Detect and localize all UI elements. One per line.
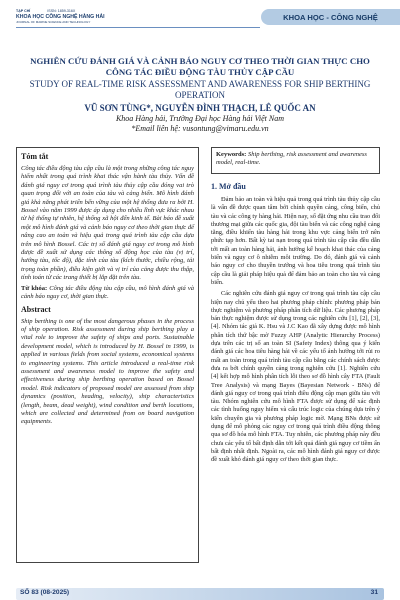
article-title-block bbox=[20, 56, 380, 134]
title-vietnamese: NGHIÊN CỨU ĐÁNH GIÁ VÀ CẢNH BÁO NGUY CƠ THEO THỜI GIAN THỰC CHO CÔNG TÁC ĐIỀU ĐỘNG TÀU THỦY CẬP CẦU bbox=[30, 56, 370, 77]
footer-band bbox=[16, 588, 384, 600]
keywords-en-box bbox=[211, 147, 380, 174]
page-header bbox=[0, 0, 400, 32]
header-rule bbox=[16, 27, 260, 28]
authors: VŨ SƠN TÙNG*, NGUYỄN ĐÌNH THẠCH, LÊ QUỐC AN bbox=[84, 103, 316, 113]
keywords-vi bbox=[21, 285, 194, 302]
abstract-en-heading: Abstract bbox=[21, 304, 51, 314]
journal-name-en: JOURNAL OF MARINE SCIENCE AND TECHNOLOGY bbox=[16, 20, 91, 24]
journal-masthead bbox=[16, 9, 105, 24]
affiliation: Khoa Hàng hải, Trường Đại học Hàng hải Việt Nam bbox=[115, 114, 285, 123]
intro-paragraph: Đảm bảo an toàn và hiệu quả trong quá trình tàu thủy cập cầu là vấn đề được quan tâm bởi chính quyền cảng, công biển, chủ tàu và các công ty hàng hải. Hiện nay, số đặt ứng nhu cầu trao đổi thương mại giữa các quốc gia, đội tàu biển và các công nghệ cảng tăng, điều khiển tàu hàng hải trong khu vực cảng biển trở nên phức tạp hơn. Bất kỳ tai nạn trong quá trình tàu cập cầu đều dẫn tới mất an toàn hàng hải, ảnh hưởng kế hoạch khai thác của cảng biển và nguy cơ ô nhiễm môi trường. Do đó, đánh giá và cảnh báo nguy cơ cho thuyền trưởng và hoa tiêu trong quá trình tàu cập cầu là giải pháp hiệu quả để đảm bảo an toàn cho tàu và cảng biển. bbox=[211, 196, 380, 286]
keywords-en-label: Keywords: bbox=[216, 151, 247, 158]
intro-paragraph: Các nghiên cứu đánh giá nguy cơ trong quá trình tàu cập cầu hiện nay chủ yếu theo hai phương pháp chính: phương pháp bán thực nghiệm và phương pháp phân tích dữ liệu. Các phương pháp bán thực nghiệm được sử dụng trong các nghiên cứu [1], [2], [3], [4]. Nhóm tác giả K. Hsu và J.C Kao đã xây dựng được mô hình phân tích thứ bậc mờ Fuzzy AHP (Analytic Hierarchy Process) dựa trên các trị số an toàn SI (Safety Index) thông qua ý kiến đánh giá các hoa tiêu hàng hải về các yếu tố ảnh hưởng tới rủi ro mất an toàn trong quá trình tàu cập cầu bằng các chính sách được đưa ra bởi chính quyền cảng trong nghiên cứu [1]. Nghiên cứu [4] kết hợp mô hình phân tích lỗi theo sơ đồ hình cây FTA (Fault Tree Analysis) và mạng Bayes (Bayesian Network - BNs) để đánh giá nguy cơ trong quá trình điều động cập mạn giữa tàu với tàu. Nhóm nghiên cứu mô hình FTA được sử dụng để xác định các tình huống nguy hiểm và cấu trúc logic của chúng dựa trên ý kiến chuyên gia và phương pháp logic mờ. Mạng BNs được sử dụng để mô phỏng các nguy cơ trong quá trình điều động thông qua sơ đồ hóa mô hình FTA. Tuy nhiên, các phương pháp này đều chưa các yếu tố bất định dẫn tới kết quả đánh giá nguy cơ tiềm ẩn bất định nhất định. Ngoài ra, các mô hình đánh giá nguy cơ được đề xuất khó đánh giá nguy cơ theo thời gian thực. bbox=[211, 290, 380, 464]
section-label: KHOA HỌC - CÔNG NGHỆ bbox=[261, 9, 400, 25]
abstract-vi-heading: Tóm tắt bbox=[21, 152, 49, 161]
contact-email: *Email liên hệ: vusontung@vimaru.edu.vn bbox=[131, 124, 269, 133]
journal-name: KHOA HỌC CÔNG NGHỆ HÀNG HẢI bbox=[16, 14, 105, 20]
title-english: STUDY OF REAL-TIME RISK ASSESSMENT AND AWARENESS FOR SHIP BERTHING OPERATION bbox=[29, 79, 371, 100]
page-number: 31 bbox=[370, 589, 378, 596]
page-footer bbox=[0, 570, 400, 600]
keywords-en-text: Ship berthing, risk assessment and awareness model, real-time. bbox=[216, 151, 367, 167]
issue-number: SỐ 83 (08-2025) bbox=[20, 589, 70, 596]
abstract-en-text: Ship berthing is one of the most dangerous phases in the process of ship operation. Risk assessment during ship berthing play a vital role to improve the safety of ships and ports. Sustainable development model, which is introduced by H. Bossel in 1999, is applied in various fields from social systems, economical systems to engineering systems. This article introduced a real-time risk assessment and awareness model to improve the safety and effectiveness during ship berthing operation based on Bossel model. Risk indicators of proposed model are assessed from ship dynamics (position, heading, velocity), ship characteristics (length, beam, dead weight), wind condition and berth locations, which are collected and determined from on board navigation equipments. bbox=[21, 317, 194, 426]
introduction-column bbox=[211, 182, 380, 562]
issn: ISSN: 1859-316X bbox=[47, 9, 76, 13]
keywords-vi-text: Công tác điều động tàu cập cầu, mô hình đánh giá và cảnh báo nguy cơ, thời gian thực. bbox=[21, 284, 195, 301]
abstract-vi-text: Công tác điều động tàu cập cầu là một trong những công tác nguy hiểm nhất trong quá trình khai thác vận hành tàu thủy. Vấn đề đánh giá nguy cơ trong quá trình tàu thủy cập cầu đóng vai trò quan trọng đối với an toàn của tàu và cảng biển. Mô hình đánh giá khả năng phát triển bến vững của một hệ thống đưa ra bởi H. Bossel vào năm 1999 được áp dụng cho nhiều lĩnh vực khác nhau từ hệ thống tự nhiên, hệ thống xã hội đến kinh tế. Bài báo đề xuất một mô hình đánh giá và cảnh báo nguy cơ theo thời gian thực để nâng cao an toàn và hiệu quả trong quá trình tàu cập cầu dựa trên mô hình Bossel. Các trị số đánh giá nguy cơ trong mô hình được đề xuất sử dụng các thông số động học của tàu (vị trí, hướng tàu, tốc độ), đặc tính của tàu (kích thước, chiều rộng, tải trọng toàn phần), điều kiện giới và vị trí của cảng được thu thập, tính toán từ các trang thiết bị lắp đặt trên tàu. bbox=[21, 165, 194, 282]
abstract-box bbox=[16, 147, 199, 563]
keywords-vi-label: Từ khóa: bbox=[21, 284, 48, 292]
journal-label: TẠP CHÍ bbox=[16, 9, 31, 13]
section-heading-intro: 1. Mở đầu bbox=[211, 182, 246, 191]
